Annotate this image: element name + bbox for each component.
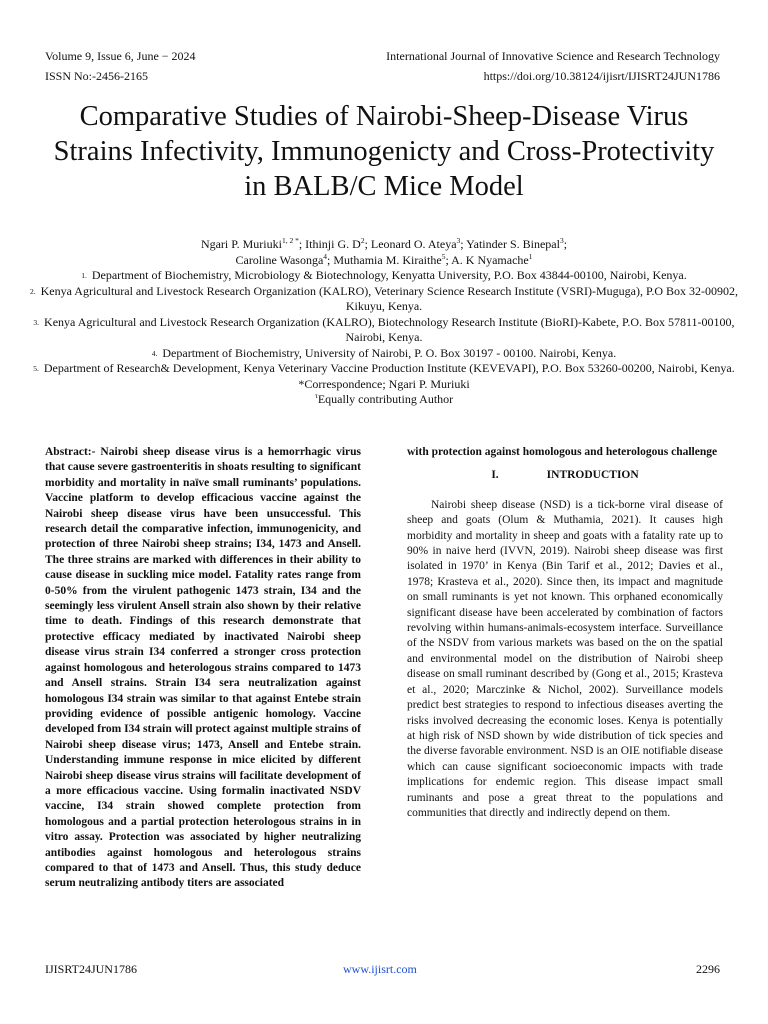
author-name: ; Leonard O. Ateya — [364, 237, 457, 251]
abstract: Abstract:- Nairobi sheep disease virus is a hemorrhagic virus that cause severe gastroenteritis in shoats resulting to significant morbidity and mortality in naïve small ruminants’ populations. Vaccine platform to develop efficacious vaccine against the Nairobi sheep disease virus have been unsuccessful. This research detail the comparative infection, immunogenicity, and protection of three Nairobi sheep strains; I34, 1473 and Ansell. The three strains are marked with differences in their ability to cause disease in suckling mice model. Fatality rates range from 0-50% from the virulent pathogenic 1473 strain, I34 and the seemingly less virulent Ansell strain also shown by their relative time to death. Findings of this research demonstrate that protective efficacy mediated by inactivated Nairobi sheep disease virus strain I34 conferred a stronger cross protection against homologous and heterologous strains compared to 1473 and Ansell strains. Strain I34 sera neutralization against homologous I34 strain was similar to that against Entebe strain providing evidence of possible antigenic homology. Vaccine developed from I34 strain will protect against multiple strains of Nairobi sheep disease virus; 1473, Ansell and Entebe strain. Understanding immune response in mice elicited by different Nairobi sheep disease virus strains will facilitate development of a more efficacious vaccine. Using formalin inactivated NSDV vaccine, I34 strain showed complete protection from homologous and a partial protection heterologous strains in in vitro assay. Protection was associated by higher neutralizing antibodies against homologous and heterologous strains compared to that of 1473 and Ansell. Thus, this study deduce serum neutralizing antibody titers are associated — [45, 446, 361, 890]
affiliation — [30, 346, 738, 362]
affiliation — [30, 315, 738, 346]
doi-link[interactable]: https://doi.org/10.38124/ijisrt/IJISRT24JUN1786 — [483, 69, 720, 83]
affiliation-text: Department of Biochemistry, Microbiology & Biotechnology, Kenyatta University, P.O. Box 43844-00100, Nairobi, Kenya. — [91, 268, 687, 282]
affiliation-text: Department of Biochemistry, University of Nairobi, P. O. Box 30197 - 00100. Nairobi, Kenya. — [162, 345, 617, 360]
author-sup: 4 — [323, 251, 328, 261]
footer-website-link[interactable]: www.ijisrt.com — [343, 962, 417, 976]
equal-contribution-text: Equally contributing Author — [317, 392, 454, 406]
author-sup: 3 — [559, 236, 564, 245]
footer-paper-id: IJISRT24JUN1786 — [45, 962, 137, 976]
author-sep: ; — [563, 237, 568, 251]
affiliation-number: 3. — [33, 317, 40, 327]
page-number: 2296 — [696, 962, 720, 976]
paper-title: Comparative Studies of Nairobi-Sheep-Disease Virus Strains Infectivity, Immunogenicty and Cross-Protectivity in BALB/C Mice Model — [53, 101, 715, 202]
affiliation-number: 4. — [151, 348, 158, 358]
affiliation-list — [30, 268, 738, 377]
author-sup: 1 — [528, 251, 533, 261]
affiliation-number: 5. — [33, 364, 39, 373]
author-sup: 1, 2 * — [281, 236, 299, 245]
section-heading — [407, 468, 723, 483]
introduction-paragraph: Nairobi sheep disease (NSD) is a tick-borne viral disease of sheep and goats (Olum & Muthamia, 2021). It causes high morbidity and mortality in sheep and goats with a fatality rate up to 90% in naive herd (IVVN, 2019). Nairobi sheep disease was first isolated in 1970’ in Kenya (Bin Tarif et al., 2012; Davies et al., 1978; Krasteva et al., 2020). Since then, its impact and magnitude on small ruminants is yet not known. This orphaned economically significant disease have been accelerated by combination of factors revolving within humans-animals-ecosystem interface. Surveillance of the NSDV from various markets was based on the on the spatial and environmental model on the distribution of Nairobi sheep disease on small ruminant described by (Gong et al., 2015; Krasteva et al., 2020; Marczinke & Nichol, 2002). Surveillance models predict best strategies to respond to infectious diseases averting the risks involved decreasing the economic loses. Kenya is potentially at high risk of NSD shown by wide distribution of tick species and the diverse favorable environment. NSD is an OIE notifiable disease which can cause significant socioeconomic impacts with trade implications for endemic region. This disease impact small ruminants and pose a great threat to the populations and communities that directly and indirectly depend on them. — [407, 498, 723, 819]
correspondence: *Correspondence; Ngari P. Muriuki — [298, 376, 470, 391]
affiliation — [30, 268, 738, 284]
section-number: I. — [491, 469, 499, 482]
author-line-1 — [30, 237, 738, 253]
affiliation-text: Kenya Agricultural and Livestock Research Organization (KALRO), Biotechnology Research Institute (BioRI)-Kabete, P.O. Box 57811-00100, Nairobi, Kenya. — [44, 314, 735, 344]
author-name: Caroline Wasonga — [235, 252, 324, 267]
author-name: ; Ithinji G. D — [298, 237, 361, 251]
affiliation-text: Department of Research& Development, Kenya Veterinary Vaccine Production Institute (KEVEVAPI), P.O. Box 53260-00200, Nairobi, Kenya. — [43, 361, 735, 375]
volume-info: Volume 9, Issue 6, June − 2024 — [45, 49, 196, 63]
affiliation-number: 1. — [81, 271, 87, 280]
affiliation — [30, 284, 738, 315]
author-name: ; Muthamia M. Kiraithe — [327, 252, 442, 267]
author-line-2 — [30, 253, 738, 269]
author-sup: 3 — [456, 236, 461, 245]
abstract-continued: with protection against homologous and heterologous challenge — [407, 446, 718, 458]
author-sup: 2 — [360, 236, 365, 245]
left-column — [45, 445, 361, 892]
equal-mark: τ — [314, 391, 318, 400]
author-name: ; Yatinder S. Binepal — [460, 237, 560, 251]
affiliation-text: Kenya Agricultural and Livestock Research Organization (KALRO), Veterinary Science Research Institute (VSRI)-Muguga), P.O Box 32-00902, Kikuyu, Kenya. — [40, 283, 739, 313]
journal-name: International Journal of Innovative Science and Research Technology — [386, 49, 720, 63]
equal-contribution — [30, 392, 738, 408]
affiliation — [30, 361, 738, 377]
author-name: Ngari P. Muriuki — [200, 237, 282, 251]
issn: ISSN No:-2456-2165 — [45, 69, 149, 83]
author-name: ; A. K Nyamache — [445, 252, 529, 267]
section-title: INTRODUCTION — [546, 469, 639, 482]
author-block — [30, 237, 738, 408]
affiliation-number: 2. — [30, 286, 36, 296]
author-sup: 5 — [441, 251, 446, 261]
right-column — [407, 445, 723, 821]
